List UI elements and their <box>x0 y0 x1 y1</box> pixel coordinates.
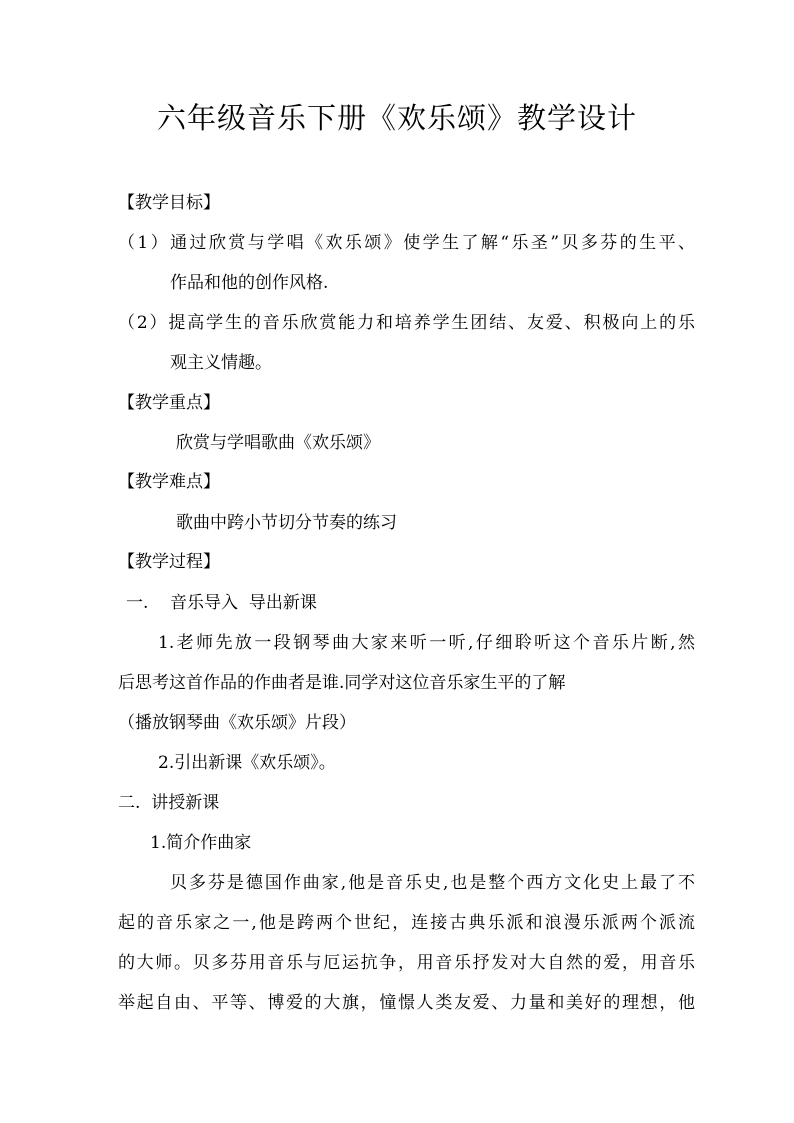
subsection-1: 1.简介作曲家 <box>150 833 252 853</box>
section-2-heading: 二. 讲授新课 <box>118 793 220 813</box>
objective-1-line-2: 作品和他的创作风格. <box>170 273 329 293</box>
paragraph-line-3: 的大师。贝多芬用音乐与厄运抗争，用音乐抒发对大自然的爱，用音乐 <box>118 953 695 973</box>
objectives-heading: 【教学目标】 <box>118 193 220 213</box>
step-1-line-3: （播放钢琴曲《欢乐颂》片段） <box>118 713 356 733</box>
process-heading: 【教学过程】 <box>118 552 220 572</box>
step-1-line-2: 后思考这首作品的作曲者是谁.同学对这位音乐家生平的了解 <box>118 673 566 693</box>
key-points-heading: 【教学重点】 <box>118 393 220 413</box>
paragraph-line-4: 举起自由、平等、博爱的大旗，憧憬人类友爱、力量和美好的理想，他 <box>118 993 695 1013</box>
document-title: 六年级音乐下册《欢乐颂》教学设计 <box>156 101 637 135</box>
difficulties-text: 歌曲中跨小节切分节奏的练习 <box>176 513 397 533</box>
objective-2-line-1: （2）提高学生的音乐欣赏能力和培养学生团结、友爱、积极向上的乐 <box>118 313 695 333</box>
objective-2-line-2: 观主义情趣。 <box>170 353 272 373</box>
step-1-line-1: 1.老师先放一段钢琴曲大家来听一听,仔细聆听这个音乐片断,然 <box>158 633 695 653</box>
step-2: 2.引出新课《欢乐颂》。 <box>158 753 336 773</box>
paragraph-line-1: 贝多芬是德国作曲家,他是音乐史,也是整个西方文化史上最了不 <box>170 873 695 893</box>
objective-1-line-1: （1）通过欣赏与学唱《欢乐颂》使学生了解“乐圣”贝多芬的生平、 <box>118 233 695 253</box>
key-points-text: 欣赏与学唱歌曲《欢乐颂》 <box>176 433 380 453</box>
section-1-heading: 一. 音乐导入 导出新课 <box>126 593 317 613</box>
paragraph-line-2: 起的音乐家之一,他是跨两个世纪，连接古典乐派和浪漫乐派两个派流 <box>118 913 695 933</box>
difficulties-heading: 【教学难点】 <box>118 472 220 492</box>
